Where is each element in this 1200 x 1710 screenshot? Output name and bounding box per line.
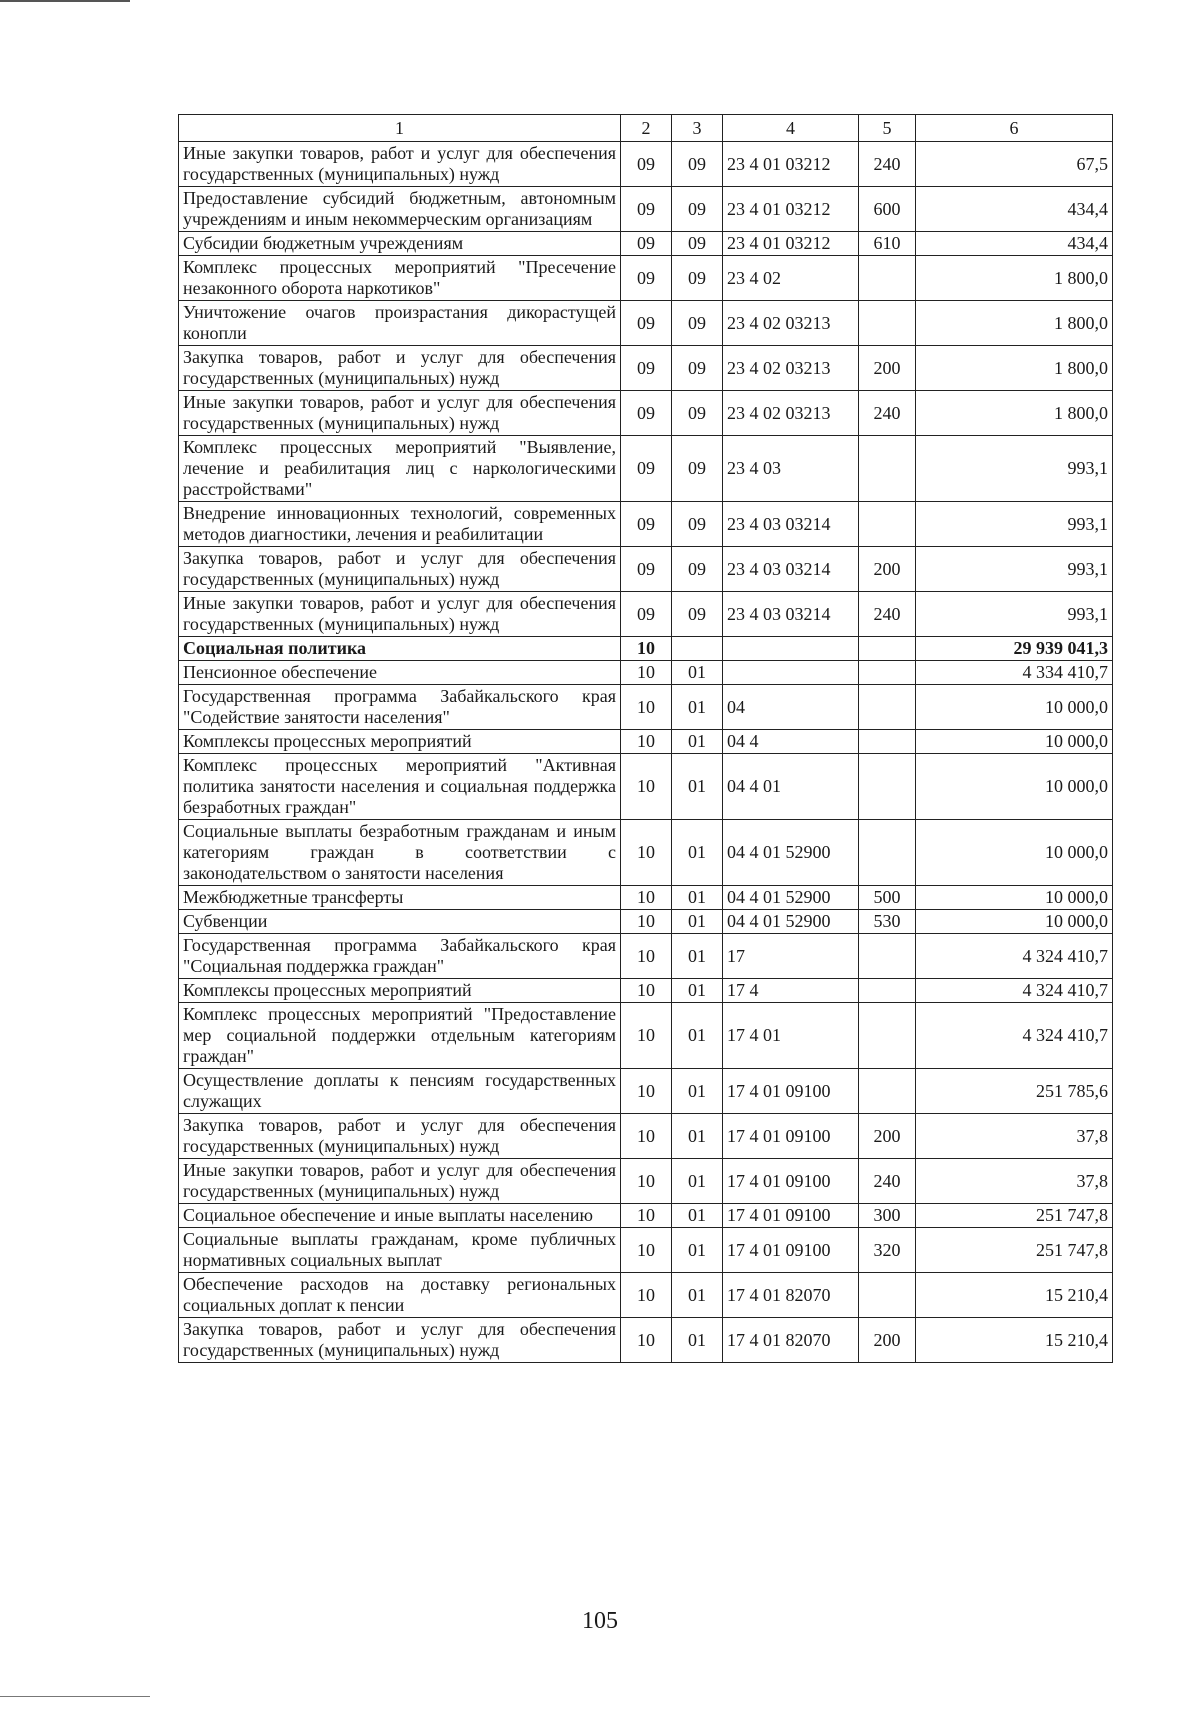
section-code-cell: 09	[621, 502, 672, 547]
amount-cell: 10 000,0	[916, 730, 1113, 754]
row-name-cell: Пенсионное обеспечение	[179, 661, 621, 685]
section-code-cell: 10	[621, 637, 672, 661]
subsection-code-cell: 01	[672, 1114, 723, 1159]
scan-edge-mark	[0, 1696, 150, 1697]
section-code-cell: 09	[621, 142, 672, 187]
subsection-code-cell: 09	[672, 301, 723, 346]
amount-cell: 993,1	[916, 547, 1113, 592]
amount-cell: 251 747,8	[916, 1228, 1113, 1273]
row-name-cell: Внедрение инновационных технологий, современных методов диагностики, лечения и реабилитации	[179, 502, 621, 547]
table-row	[179, 346, 1113, 391]
subsection-code-cell: 09	[672, 592, 723, 637]
table-row	[179, 547, 1113, 592]
expense-type-cell	[859, 1069, 916, 1114]
subsection-code-cell: 09	[672, 232, 723, 256]
section-code-cell: 10	[621, 1318, 672, 1363]
expense-type-cell: 240	[859, 1159, 916, 1204]
target-article-cell: 23 4 03 03214	[723, 502, 859, 547]
section-code-cell: 10	[621, 886, 672, 910]
amount-cell: 29 939 041,3	[916, 637, 1113, 661]
table-row	[179, 1069, 1113, 1114]
target-article-cell: 23 4 03	[723, 436, 859, 502]
table-row	[179, 979, 1113, 1003]
amount-cell: 1 800,0	[916, 391, 1113, 436]
section-code-cell: 09	[621, 592, 672, 637]
section-code-cell: 10	[621, 685, 672, 730]
subsection-code-cell: 09	[672, 187, 723, 232]
row-name-cell: Комплекс процессных мероприятий "Предоставление мер социальной поддержки отдельным категориям граждан"	[179, 1003, 621, 1069]
expense-type-cell	[859, 502, 916, 547]
expense-type-cell: 200	[859, 346, 916, 391]
target-article-cell: 17 4	[723, 979, 859, 1003]
expense-type-cell	[859, 1273, 916, 1318]
row-name-cell: Социальные выплаты гражданам, кроме публичных нормативных социальных выплат	[179, 1228, 621, 1273]
subsection-code-cell: 01	[672, 979, 723, 1003]
section-code-cell: 10	[621, 820, 672, 886]
subsection-code-cell: 01	[672, 1159, 723, 1204]
table-row	[179, 187, 1113, 232]
subsection-code-cell: 01	[672, 1273, 723, 1318]
amount-cell: 1 800,0	[916, 301, 1113, 346]
amount-cell: 10 000,0	[916, 685, 1113, 730]
subsection-code-cell: 01	[672, 661, 723, 685]
expense-type-cell: 240	[859, 391, 916, 436]
amount-cell: 1 800,0	[916, 346, 1113, 391]
amount-cell: 993,1	[916, 592, 1113, 637]
target-article-cell: 23 4 01 03212	[723, 232, 859, 256]
column-header: 2	[621, 115, 672, 142]
expense-type-cell	[859, 820, 916, 886]
table-row	[179, 685, 1113, 730]
section-code-cell: 10	[621, 1114, 672, 1159]
amount-cell: 37,8	[916, 1159, 1113, 1204]
column-header: 3	[672, 115, 723, 142]
subsection-code-cell: 09	[672, 502, 723, 547]
row-name-cell: Субсидии бюджетным учреждениям	[179, 232, 621, 256]
section-code-cell: 09	[621, 256, 672, 301]
section-code-cell: 10	[621, 1003, 672, 1069]
target-article-cell: 17 4 01 09100	[723, 1228, 859, 1273]
row-name-cell: Иные закупки товаров, работ и услуг для обеспечения государственных (муниципальных) нужд	[179, 592, 621, 637]
expense-type-cell: 320	[859, 1228, 916, 1273]
expense-type-cell	[859, 685, 916, 730]
budget-table	[178, 114, 1113, 1363]
target-article-cell: 23 4 02 03213	[723, 391, 859, 436]
row-name-cell: Иные закупки товаров, работ и услуг для обеспечения государственных (муниципальных) нужд	[179, 391, 621, 436]
expense-type-cell: 300	[859, 1204, 916, 1228]
target-article-cell: 23 4 01 03212	[723, 142, 859, 187]
row-name-cell: Закупка товаров, работ и услуг для обеспечения государственных (муниципальных) нужд	[179, 547, 621, 592]
column-header: 1	[179, 115, 621, 142]
table-row	[179, 754, 1113, 820]
target-article-cell: 04 4 01 52900	[723, 820, 859, 886]
section-code-cell: 10	[621, 754, 672, 820]
amount-cell: 434,4	[916, 187, 1113, 232]
target-article-cell: 23 4 02 03213	[723, 346, 859, 391]
table-row	[179, 391, 1113, 436]
subsection-code-cell: 09	[672, 547, 723, 592]
target-article-cell: 17 4 01 09100	[723, 1069, 859, 1114]
target-article-cell: 17 4 01 82070	[723, 1318, 859, 1363]
row-name-cell: Иные закупки товаров, работ и услуг для обеспечения государственных (муниципальных) нужд	[179, 142, 621, 187]
subsection-code-cell: 01	[672, 1204, 723, 1228]
target-article-cell: 04 4 01	[723, 754, 859, 820]
section-code-cell: 10	[621, 1228, 672, 1273]
target-article-cell	[723, 637, 859, 661]
row-name-cell: Социальные выплаты безработным гражданам и иным категориям граждан в соответствии с законодательством о занятости населения	[179, 820, 621, 886]
row-name-cell: Комплекс процессных мероприятий "Пресечение незаконного оборота наркотиков"	[179, 256, 621, 301]
subsection-code-cell: 01	[672, 1228, 723, 1273]
row-name-cell: Уничтожение очагов произрастания дикорастущей конопли	[179, 301, 621, 346]
table-row	[179, 886, 1113, 910]
expense-type-cell	[859, 754, 916, 820]
column-header: 5	[859, 115, 916, 142]
expense-type-cell	[859, 301, 916, 346]
row-name-cell: Закупка товаров, работ и услуг для обеспечения государственных (муниципальных) нужд	[179, 1318, 621, 1363]
expense-type-cell: 610	[859, 232, 916, 256]
amount-cell: 993,1	[916, 502, 1113, 547]
table-row	[179, 592, 1113, 637]
subsection-code-cell: 01	[672, 886, 723, 910]
amount-cell: 251 747,8	[916, 1204, 1113, 1228]
table-row	[179, 730, 1113, 754]
section-code-cell: 10	[621, 1159, 672, 1204]
subsection-code-cell: 01	[672, 910, 723, 934]
expense-type-cell: 200	[859, 547, 916, 592]
target-article-cell: 23 4 02	[723, 256, 859, 301]
section-code-cell: 10	[621, 661, 672, 685]
expense-type-cell: 500	[859, 886, 916, 910]
expense-type-cell	[859, 1003, 916, 1069]
amount-cell: 37,8	[916, 1114, 1113, 1159]
table-row	[179, 820, 1113, 886]
subsection-code-cell: 01	[672, 730, 723, 754]
subsection-code-cell: 09	[672, 391, 723, 436]
row-name-cell: Государственная программа Забайкальского края "Содействие занятости населения"	[179, 685, 621, 730]
row-name-cell: Осуществление доплаты к пенсиям государственных служащих	[179, 1069, 621, 1114]
section-code-cell: 10	[621, 934, 672, 979]
expense-type-cell	[859, 661, 916, 685]
section-code-cell: 09	[621, 232, 672, 256]
amount-cell: 15 210,4	[916, 1318, 1113, 1363]
section-code-cell: 09	[621, 547, 672, 592]
amount-cell: 4 324 410,7	[916, 979, 1113, 1003]
target-article-cell: 23 4 01 03212	[723, 187, 859, 232]
amount-cell: 4 324 410,7	[916, 934, 1113, 979]
expense-type-cell: 600	[859, 187, 916, 232]
table-row	[179, 232, 1113, 256]
amount-cell: 10 000,0	[916, 820, 1113, 886]
target-article-cell: 17 4 01	[723, 1003, 859, 1069]
section-code-cell: 09	[621, 301, 672, 346]
section-code-cell: 09	[621, 187, 672, 232]
section-code-cell: 10	[621, 979, 672, 1003]
section-code-cell: 10	[621, 910, 672, 934]
target-article-cell: 17	[723, 934, 859, 979]
page-number: 105	[582, 1608, 618, 1634]
table-row	[179, 142, 1113, 187]
expense-type-cell	[859, 934, 916, 979]
target-article-cell: 04	[723, 685, 859, 730]
subsection-code-cell: 09	[672, 256, 723, 301]
section-code-cell: 10	[621, 1204, 672, 1228]
row-name-cell: Закупка товаров, работ и услуг для обеспечения государственных (муниципальных) нужд	[179, 346, 621, 391]
amount-cell: 1 800,0	[916, 256, 1113, 301]
section-code-cell: 09	[621, 391, 672, 436]
section-code-cell: 09	[621, 346, 672, 391]
subsection-code-cell: 01	[672, 1003, 723, 1069]
expense-type-cell	[859, 436, 916, 502]
section-code-cell: 09	[621, 436, 672, 502]
table-row	[179, 436, 1113, 502]
amount-cell: 4 334 410,7	[916, 661, 1113, 685]
subsection-code-cell: 01	[672, 1069, 723, 1114]
subsection-code-cell: 09	[672, 436, 723, 502]
expense-type-cell: 240	[859, 592, 916, 637]
subsection-code-cell	[672, 637, 723, 661]
row-name-cell: Социальное обеспечение и иные выплаты населению	[179, 1204, 621, 1228]
table-row	[179, 1204, 1113, 1228]
row-name-cell: Обеспечение расходов на доставку региональных социальных доплат к пенсии	[179, 1273, 621, 1318]
target-article-cell: 17 4 01 82070	[723, 1273, 859, 1318]
subsection-code-cell: 01	[672, 934, 723, 979]
expense-type-cell: 240	[859, 142, 916, 187]
target-article-cell: 04 4	[723, 730, 859, 754]
expense-type-cell	[859, 979, 916, 1003]
table-row	[179, 502, 1113, 547]
row-name-cell: Межбюджетные трансферты	[179, 886, 621, 910]
table-row	[179, 1228, 1113, 1273]
section-code-cell: 10	[621, 730, 672, 754]
table-row	[179, 1003, 1113, 1069]
row-name-cell: Комплексы процессных мероприятий	[179, 730, 621, 754]
amount-cell: 10 000,0	[916, 910, 1113, 934]
table-row	[179, 1114, 1113, 1159]
row-name-cell: Иные закупки товаров, работ и услуг для обеспечения государственных (муниципальных) нужд	[179, 1159, 621, 1204]
expense-type-cell: 530	[859, 910, 916, 934]
table-row	[179, 301, 1113, 346]
table-row	[179, 256, 1113, 301]
table-row	[179, 637, 1113, 661]
target-article-cell	[723, 661, 859, 685]
subsection-code-cell: 01	[672, 754, 723, 820]
target-article-cell: 04 4 01 52900	[723, 886, 859, 910]
row-name-cell: Комплексы процессных мероприятий	[179, 979, 621, 1003]
expense-type-cell: 200	[859, 1114, 916, 1159]
table-row	[179, 1318, 1113, 1363]
table-row	[179, 1273, 1113, 1318]
subsection-code-cell: 01	[672, 820, 723, 886]
amount-cell: 434,4	[916, 232, 1113, 256]
column-header: 6	[916, 115, 1113, 142]
row-name-cell: Комплекс процессных мероприятий "Активная политика занятости населения и социальная поддержка безработных граждан"	[179, 754, 621, 820]
amount-cell: 10 000,0	[916, 754, 1113, 820]
target-article-cell: 23 4 03 03214	[723, 547, 859, 592]
table-row	[179, 934, 1113, 979]
expense-type-cell	[859, 256, 916, 301]
subsection-code-cell: 01	[672, 685, 723, 730]
table-body	[179, 142, 1113, 1363]
row-name-cell: Государственная программа Забайкальского края "Социальная поддержка граждан"	[179, 934, 621, 979]
row-name-cell: Предоставление субсидий бюджетным, автономным учреждениям и иным некоммерческим организациям	[179, 187, 621, 232]
column-header: 4	[723, 115, 859, 142]
table-row	[179, 910, 1113, 934]
table-header-row	[179, 115, 1113, 142]
row-name-cell: Субвенции	[179, 910, 621, 934]
target-article-cell: 17 4 01 09100	[723, 1159, 859, 1204]
section-code-cell: 10	[621, 1273, 672, 1318]
target-article-cell: 23 4 02 03213	[723, 301, 859, 346]
table-row	[179, 1159, 1113, 1204]
target-article-cell: 23 4 03 03214	[723, 592, 859, 637]
target-article-cell: 17 4 01 09100	[723, 1204, 859, 1228]
target-article-cell: 04 4 01 52900	[723, 910, 859, 934]
expense-type-cell	[859, 730, 916, 754]
amount-cell: 10 000,0	[916, 886, 1113, 910]
expense-type-cell	[859, 637, 916, 661]
target-article-cell: 17 4 01 09100	[723, 1114, 859, 1159]
amount-cell: 251 785,6	[916, 1069, 1113, 1114]
table-row	[179, 661, 1113, 685]
amount-cell: 15 210,4	[916, 1273, 1113, 1318]
row-name-cell: Комплекс процессных мероприятий "Выявление, лечение и реабилитация лиц с наркологическими расстройствами"	[179, 436, 621, 502]
amount-cell: 4 324 410,7	[916, 1003, 1113, 1069]
amount-cell: 993,1	[916, 436, 1113, 502]
subsection-code-cell: 09	[672, 346, 723, 391]
expense-type-cell: 200	[859, 1318, 916, 1363]
row-name-cell: Закупка товаров, работ и услуг для обеспечения государственных (муниципальных) нужд	[179, 1114, 621, 1159]
scan-edge-mark	[0, 0, 130, 2]
subsection-code-cell: 01	[672, 1318, 723, 1363]
subsection-code-cell: 09	[672, 142, 723, 187]
row-name-cell: Социальная политика	[179, 637, 621, 661]
section-code-cell: 10	[621, 1069, 672, 1114]
amount-cell: 67,5	[916, 142, 1113, 187]
